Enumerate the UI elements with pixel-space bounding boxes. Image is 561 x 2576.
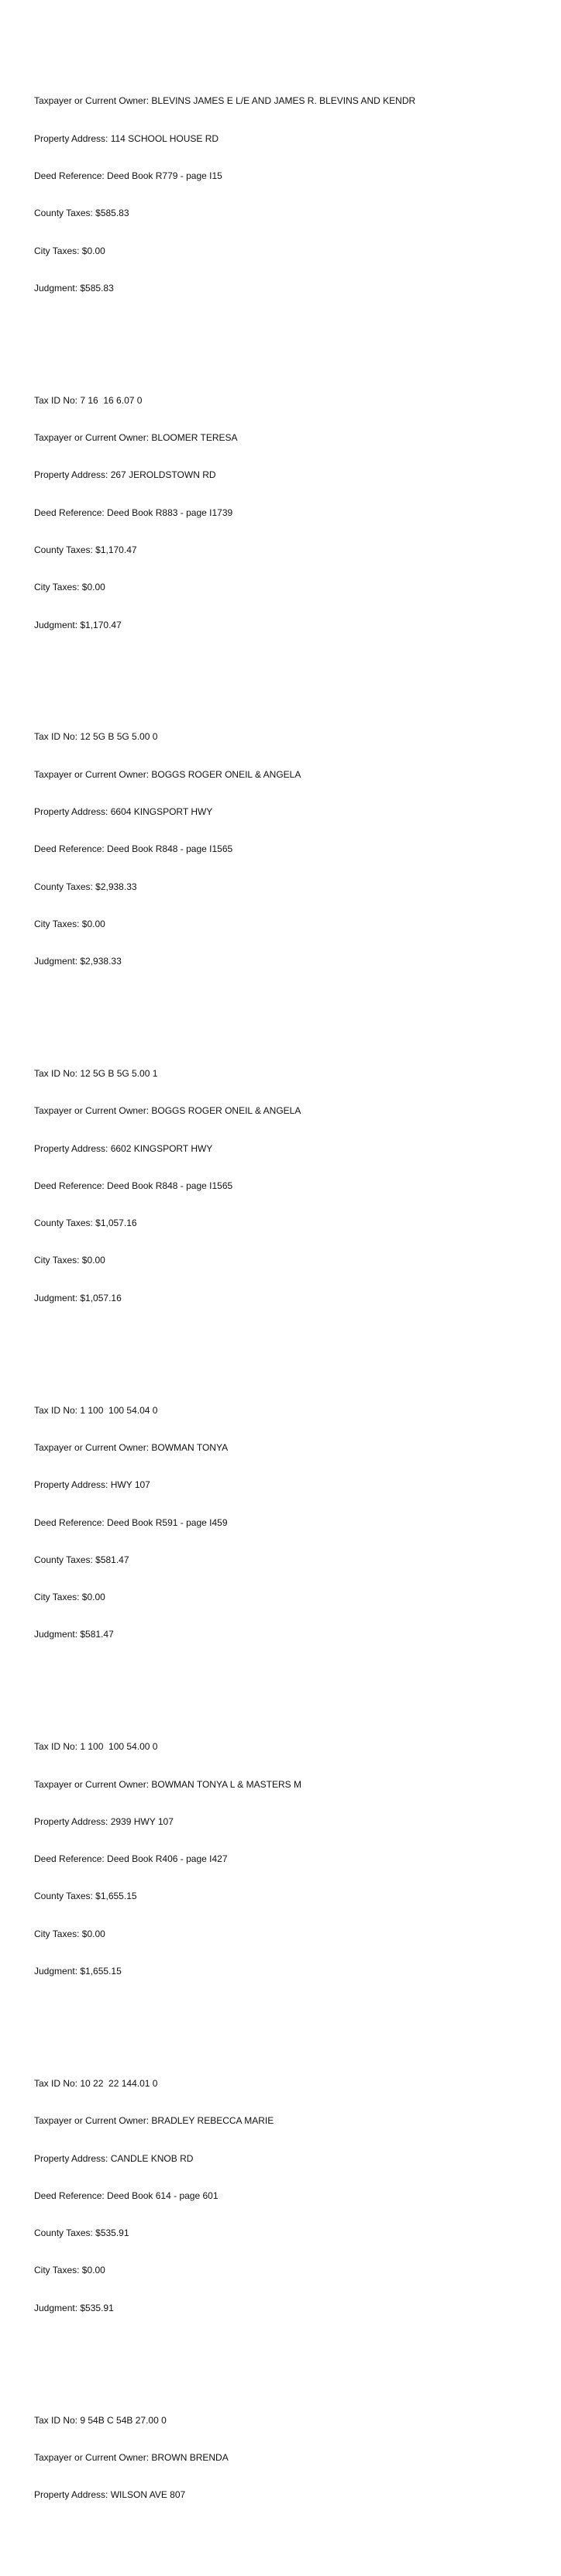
deed-reference-line: Deed Reference: Deed Book R591 - page I459 [34, 1516, 228, 1528]
city-taxes-line: City Taxes: $0.00 [34, 918, 105, 929]
judgment-line: Judgment: $1,170.47 [34, 619, 122, 630]
tax-id-line: Tax ID No: 9 54B C 54B 27.00 0 [34, 2414, 167, 2426]
city-taxes-line: City Taxes: $0.00 [34, 1592, 105, 1603]
deed-reference-line: Deed Reference: Deed Book R848 - page I1565 [34, 843, 233, 855]
tax-record [34, 2052, 546, 2339]
county-taxes-line: County Taxes: $585.83 [34, 208, 129, 219]
property-address-line: Property Address: 114 SCHOOL HOUSE RD [34, 132, 219, 144]
property-address-line: Property Address: 2939 HWY 107 [34, 1815, 174, 1827]
owner-line: Taxpayer or Current Owner: BROWN BRENDA [34, 2451, 229, 2463]
judgment-line: Judgment: $581.47 [34, 1629, 114, 1640]
tax-record [34, 1042, 546, 1329]
county-taxes-line: County Taxes: $1,057.16 [34, 1218, 137, 1229]
city-taxes-line: City Taxes: $0.00 [34, 1255, 105, 1266]
judgment-line: Judgment: $1,655.15 [34, 1966, 122, 1977]
deed-reference-line: Deed Reference: Deed Book R883 - page I1739 [34, 507, 233, 518]
deed-reference-line: Deed Reference: Deed Book R406 - page I427 [34, 1853, 228, 1865]
tax-record [34, 706, 546, 992]
city-taxes-line: City Taxes: $0.00 [34, 582, 105, 593]
tax-record [34, 1716, 546, 2002]
owner-line: Taxpayer or Current Owner: BOGGS ROGER ONEIL & ANGELA [34, 768, 301, 780]
tax-id-line: Tax ID No: 10 22 22 144.01 0 [34, 2077, 158, 2089]
city-taxes-line: City Taxes: $0.00 [34, 245, 105, 256]
county-taxes-line: County Taxes: $535.91 [34, 2227, 129, 2239]
tax-record [34, 70, 546, 319]
judgment-line: Judgment: $585.83 [34, 282, 114, 294]
tax-record [34, 2389, 546, 2526]
tax-id-line: Tax ID No: 1 100 100 54.00 0 [34, 1741, 158, 1753]
owner-line: Taxpayer or Current Owner: BOWMAN TONYA [34, 1441, 229, 1453]
county-taxes-line: County Taxes: $2,938.33 [34, 881, 137, 892]
deed-reference-line: Deed Reference: Deed Book R779 - page I15 [34, 170, 222, 182]
property-address-line: Property Address: 6602 KINGSPORT HWY [34, 1142, 213, 1154]
property-address-line: Property Address: HWY 107 [34, 1479, 150, 1491]
tax-id-line: Tax ID No: 7 16 16 6.07 0 [34, 394, 143, 406]
tax-record [34, 1379, 546, 1666]
county-taxes-line: County Taxes: $581.47 [34, 1554, 129, 1565]
tax-record-list [34, 33, 546, 2576]
owner-line: Taxpayer or Current Owner: BLOOMER TERESA [34, 432, 238, 444]
tax-id-line: Tax ID No: 12 5G B 5G 5.00 1 [34, 1068, 158, 1080]
city-taxes-line: City Taxes: $0.00 [34, 1928, 105, 1939]
property-address-line: Property Address: 267 JEROLDSTOWN RD [34, 469, 216, 481]
county-taxes-line: County Taxes: $1,655.15 [34, 1891, 137, 1902]
tax-id-line: Tax ID No: 1 100 100 54.04 0 [34, 1404, 158, 1416]
deed-reference-line: Deed Reference: Deed Book 614 - page 601 [34, 2190, 219, 2201]
judgment-line: Judgment: $1,057.16 [34, 1292, 122, 1303]
judgment-line: Judgment: $535.91 [34, 2302, 114, 2313]
property-address-line: Property Address: WILSON AVE 807 [34, 2489, 186, 2501]
county-taxes-line: County Taxes: $1,170.47 [34, 544, 137, 555]
deed-reference-line: Deed Reference: Deed Book R848 - page I1565 [34, 1180, 233, 1191]
property-address-line: Property Address: 6604 KINGSPORT HWY [34, 806, 213, 817]
tax-id-line: Tax ID No: 12 5G B 5G 5.00 0 [34, 731, 158, 743]
owner-line: Taxpayer or Current Owner: BLEVINS JAMES E L/E AND JAMES R. BLEVINS AND KENDR [34, 95, 416, 107]
city-taxes-line: City Taxes: $0.00 [34, 2265, 105, 2276]
owner-line: Taxpayer or Current Owner: BRADLEY REBECCA MARIE [34, 2115, 274, 2127]
owner-line: Taxpayer or Current Owner: BOWMAN TONYA L & MASTERS M [34, 1778, 301, 1790]
tax-record [34, 369, 546, 656]
owner-line: Taxpayer or Current Owner: BOGGS ROGER ONEIL & ANGELA [34, 1105, 301, 1117]
judgment-line: Judgment: $2,938.33 [34, 956, 122, 967]
property-address-line: Property Address: CANDLE KNOB RD [34, 2152, 194, 2164]
